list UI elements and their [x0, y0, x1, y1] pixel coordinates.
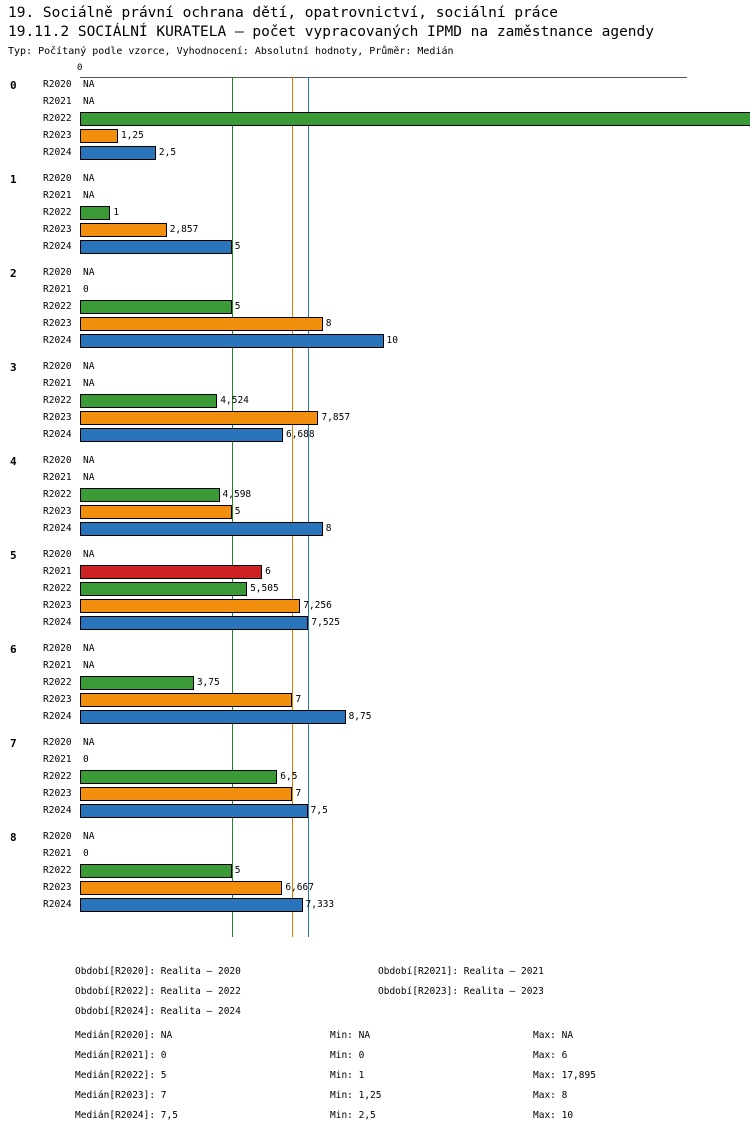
bar-value-na: NA [83, 361, 95, 372]
row-label-r2021: R2021 [43, 472, 72, 483]
bar-value-label: 7 [295, 694, 302, 705]
chart-stats [0, 1030, 750, 1130]
chart-title: 19.11.2 SOCIÁLNÍ KURATELA – počet vypracovaných IPMD na zaměstnance agendy [8, 24, 655, 40]
row-label-r2021: R2021 [43, 660, 72, 671]
chart-row [0, 897, 690, 914]
chart-row [0, 145, 690, 162]
stats-row [0, 1030, 750, 1050]
row-label-r2020: R2020 [43, 737, 72, 748]
bar-value-na: NA [83, 472, 95, 483]
row-label-r2023: R2023 [43, 224, 72, 235]
row-label-r2024: R2024 [43, 899, 72, 910]
row-label-r2023: R2023 [43, 694, 72, 705]
bar-r2021 [80, 565, 262, 579]
group-index-label: 3 [10, 361, 17, 374]
legend-item-r2023: Období[R2023]: Realita – 2023 [378, 986, 544, 997]
row-label-r2022: R2022 [43, 207, 72, 218]
bar-r2022 [80, 206, 110, 220]
row-label-r2020: R2020 [43, 643, 72, 654]
bar-value-na: NA [83, 643, 95, 654]
bar-value-label: 5,505 [250, 583, 279, 594]
chart-row [0, 427, 690, 444]
row-label-r2020: R2020 [43, 361, 72, 372]
row-label-r2024: R2024 [43, 617, 72, 628]
chart-row [0, 188, 690, 205]
stat-max: Max: NA [533, 1030, 574, 1041]
bar-value-label: 0 [83, 754, 89, 765]
group-index-label: 6 [10, 643, 17, 656]
stats-row [0, 1090, 750, 1110]
bar-r2024 [80, 146, 156, 160]
axis-zero-label: 0 [77, 63, 83, 73]
bar-r2022 [80, 864, 232, 878]
bar-r2022 [80, 112, 750, 126]
row-label-r2022: R2022 [43, 771, 72, 782]
stat-min: Min: 2,5 [330, 1110, 376, 1121]
bar-value-na: NA [83, 190, 95, 201]
bar-value-na: NA [83, 737, 95, 748]
chart-row [0, 752, 690, 769]
chart-row [0, 581, 690, 598]
stat-max: Max: 6 [533, 1050, 568, 1061]
row-label-r2024: R2024 [43, 147, 72, 158]
bar-value-na: NA [83, 79, 95, 90]
row-label-r2021: R2021 [43, 566, 72, 577]
bar-r2023 [80, 129, 118, 143]
bar-value-na: NA [83, 267, 95, 278]
row-label-r2021: R2021 [43, 378, 72, 389]
row-label-r2020: R2020 [43, 79, 72, 90]
bar-value-na: NA [83, 96, 95, 107]
stats-row [0, 1070, 750, 1090]
bar-value-label: 6,667 [285, 882, 314, 893]
chart-row [0, 205, 690, 222]
chart-row [0, 846, 690, 863]
chart-row [0, 282, 690, 299]
group-index-label: 4 [10, 455, 17, 468]
chart-row [0, 598, 690, 615]
bar-value-label: 7,525 [311, 617, 340, 628]
row-label-r2020: R2020 [43, 173, 72, 184]
row-label-r2020: R2020 [43, 831, 72, 842]
chart-row [0, 709, 690, 726]
bar-r2024 [80, 804, 308, 818]
chart-row [0, 675, 690, 692]
bar-value-label: 0 [83, 848, 89, 859]
row-label-r2024: R2024 [43, 241, 72, 252]
bar-value-label: 5 [234, 241, 241, 252]
stat-min: Min: 0 [330, 1050, 365, 1061]
bar-r2024 [80, 522, 323, 536]
row-label-r2022: R2022 [43, 677, 72, 688]
bar-value-label: 0 [83, 284, 89, 295]
stats-row [0, 1110, 750, 1130]
bar-value-label: 10 [386, 335, 398, 346]
bar-value-na: NA [83, 660, 95, 671]
chart-row [0, 615, 690, 632]
chart-row [0, 521, 690, 538]
chart-row [0, 803, 690, 820]
row-label-r2024: R2024 [43, 711, 72, 722]
chart-row [0, 171, 690, 188]
chart-row [0, 239, 690, 256]
chart-row [0, 299, 690, 316]
legend-item-r2021: Období[R2021]: Realita – 2021 [378, 966, 544, 977]
row-label-r2022: R2022 [43, 301, 72, 312]
row-label-r2023: R2023 [43, 412, 72, 423]
chart-row [0, 265, 690, 282]
bar-r2023 [80, 505, 232, 519]
stat-median: Medián[R2023]: 7 [75, 1090, 167, 1101]
bar-r2023 [80, 599, 300, 613]
stat-min: Min: 1 [330, 1070, 365, 1081]
bar-r2023 [80, 223, 167, 237]
bar-r2023 [80, 787, 292, 801]
row-label-r2023: R2023 [43, 788, 72, 799]
bar-value-na: NA [83, 455, 95, 466]
bar-r2022 [80, 676, 194, 690]
bar-r2023 [80, 693, 292, 707]
chart-row [0, 393, 690, 410]
stat-max: Max: 17,895 [533, 1070, 596, 1081]
group-index-label: 5 [10, 549, 17, 562]
bar-r2023 [80, 317, 323, 331]
chart-row [0, 77, 690, 94]
chart-row [0, 863, 690, 880]
chart-row [0, 692, 690, 709]
bar-r2024 [80, 898, 303, 912]
chart-header [0, 0, 750, 59]
bar-value-na: NA [83, 378, 95, 389]
bar-r2022 [80, 582, 247, 596]
group-index-label: 2 [10, 267, 17, 280]
row-label-r2024: R2024 [43, 429, 72, 440]
bar-r2024 [80, 334, 384, 348]
stat-median: Medián[R2024]: 7,5 [75, 1110, 178, 1121]
chart-subtitle: Typ: Počítaný podle vzorce, Vyhodnocení: Absolutní hodnoty, Průměr: Medián [8, 46, 454, 57]
bar-value-na: NA [83, 549, 95, 560]
chart-row [0, 735, 690, 752]
chart-row [0, 128, 690, 145]
group-index-label: 0 [10, 79, 17, 92]
row-label-r2022: R2022 [43, 489, 72, 500]
stat-max: Max: 10 [533, 1110, 574, 1121]
legend-item-r2022: Období[R2022]: Realita – 2022 [75, 986, 241, 997]
bar-value-label: 7,5 [310, 805, 328, 816]
chart-row [0, 410, 690, 427]
row-label-r2023: R2023 [43, 882, 72, 893]
chart-row [0, 564, 690, 581]
row-label-r2022: R2022 [43, 395, 72, 406]
bar-value-label: 1,25 [120, 130, 144, 141]
row-label-r2021: R2021 [43, 190, 72, 201]
chart-row [0, 880, 690, 897]
bar-r2023 [80, 881, 282, 895]
row-label-r2023: R2023 [43, 600, 72, 611]
row-label-r2022: R2022 [43, 113, 72, 124]
chart-row [0, 658, 690, 675]
bar-value-label: 3,75 [196, 677, 220, 688]
chart-row [0, 222, 690, 239]
bar-value-label: 6 [265, 566, 271, 577]
stat-max: Max: 8 [533, 1090, 568, 1101]
row-label-r2023: R2023 [43, 318, 72, 329]
row-label-r2022: R2022 [43, 865, 72, 876]
chart-row [0, 829, 690, 846]
stat-min: Min: NA [330, 1030, 371, 1041]
group-index-label: 1 [10, 173, 17, 186]
chart-row [0, 547, 690, 564]
group-index-label: 7 [10, 737, 17, 750]
row-label-r2020: R2020 [43, 455, 72, 466]
chart-row [0, 470, 690, 487]
row-label-r2023: R2023 [43, 130, 72, 141]
row-label-r2021: R2021 [43, 284, 72, 295]
chart-row [0, 487, 690, 504]
bar-r2022 [80, 394, 217, 408]
row-label-r2023: R2023 [43, 506, 72, 517]
bar-value-label: 4,524 [220, 395, 249, 406]
legend-item-r2020: Období[R2020]: Realita – 2020 [75, 966, 241, 977]
chart-row [0, 333, 690, 350]
bar-value-label: 5 [234, 865, 241, 876]
chart-row [0, 769, 690, 786]
bar-r2024 [80, 710, 346, 724]
stat-median: Medián[R2022]: 5 [75, 1070, 167, 1081]
bar-r2022 [80, 488, 220, 502]
chart-row [0, 316, 690, 333]
chart-row [0, 359, 690, 376]
row-label-r2021: R2021 [43, 96, 72, 107]
chart-legend [0, 966, 750, 1026]
bar-value-label: 8,75 [348, 711, 372, 722]
bar-r2024 [80, 616, 308, 630]
bar-value-label: 4,598 [222, 489, 252, 500]
chart-row [0, 376, 690, 393]
page-title: 19. Sociálně právní ochrana dětí, opatrovnictví, sociální práce [8, 5, 558, 21]
bar-r2024 [80, 428, 283, 442]
stat-median: Medián[R2021]: 0 [75, 1050, 167, 1061]
bar-value-label: 7 [295, 788, 302, 799]
chart-plot-area [0, 63, 750, 943]
bar-value-label: 2,857 [169, 224, 199, 235]
bar-value-label: 5 [234, 301, 241, 312]
row-label-r2024: R2024 [43, 335, 72, 346]
chart-row [0, 94, 690, 111]
bar-value-na: NA [83, 173, 95, 184]
row-label-r2020: R2020 [43, 549, 72, 560]
bar-value-na: NA [83, 831, 95, 842]
row-label-r2024: R2024 [43, 805, 72, 816]
row-label-r2020: R2020 [43, 267, 72, 278]
bar-r2023 [80, 411, 318, 425]
group-index-label: 8 [10, 831, 17, 844]
bar-r2022 [80, 300, 232, 314]
chart-row [0, 641, 690, 658]
bar-value-label: 5 [234, 506, 241, 517]
bar-value-label: 8 [325, 523, 332, 534]
chart-row [0, 786, 690, 803]
row-label-r2021: R2021 [43, 754, 72, 765]
chart-row [0, 504, 690, 521]
bar-r2022 [80, 770, 277, 784]
legend-item-r2024: Období[R2024]: Realita – 2024 [75, 1006, 241, 1017]
chart-row [0, 453, 690, 470]
stat-min: Min: 1,25 [330, 1090, 382, 1101]
bar-value-label: 7,333 [305, 899, 335, 910]
stat-median: Medián[R2020]: NA [75, 1030, 173, 1041]
bar-value-label: 2,5 [158, 147, 177, 158]
bar-r2024 [80, 240, 232, 254]
bar-value-label: 1 [113, 207, 120, 218]
bar-value-label: 6,688 [285, 429, 315, 440]
bar-value-label: 7,857 [321, 412, 351, 423]
bar-value-label: 8 [325, 318, 332, 329]
bar-value-label: 7,256 [303, 600, 332, 611]
bar-value-label: 6,5 [280, 771, 298, 782]
chart-row [0, 111, 690, 128]
row-label-r2022: R2022 [43, 583, 72, 594]
row-label-r2024: R2024 [43, 523, 72, 534]
row-label-r2021: R2021 [43, 848, 72, 859]
stats-row [0, 1050, 750, 1070]
